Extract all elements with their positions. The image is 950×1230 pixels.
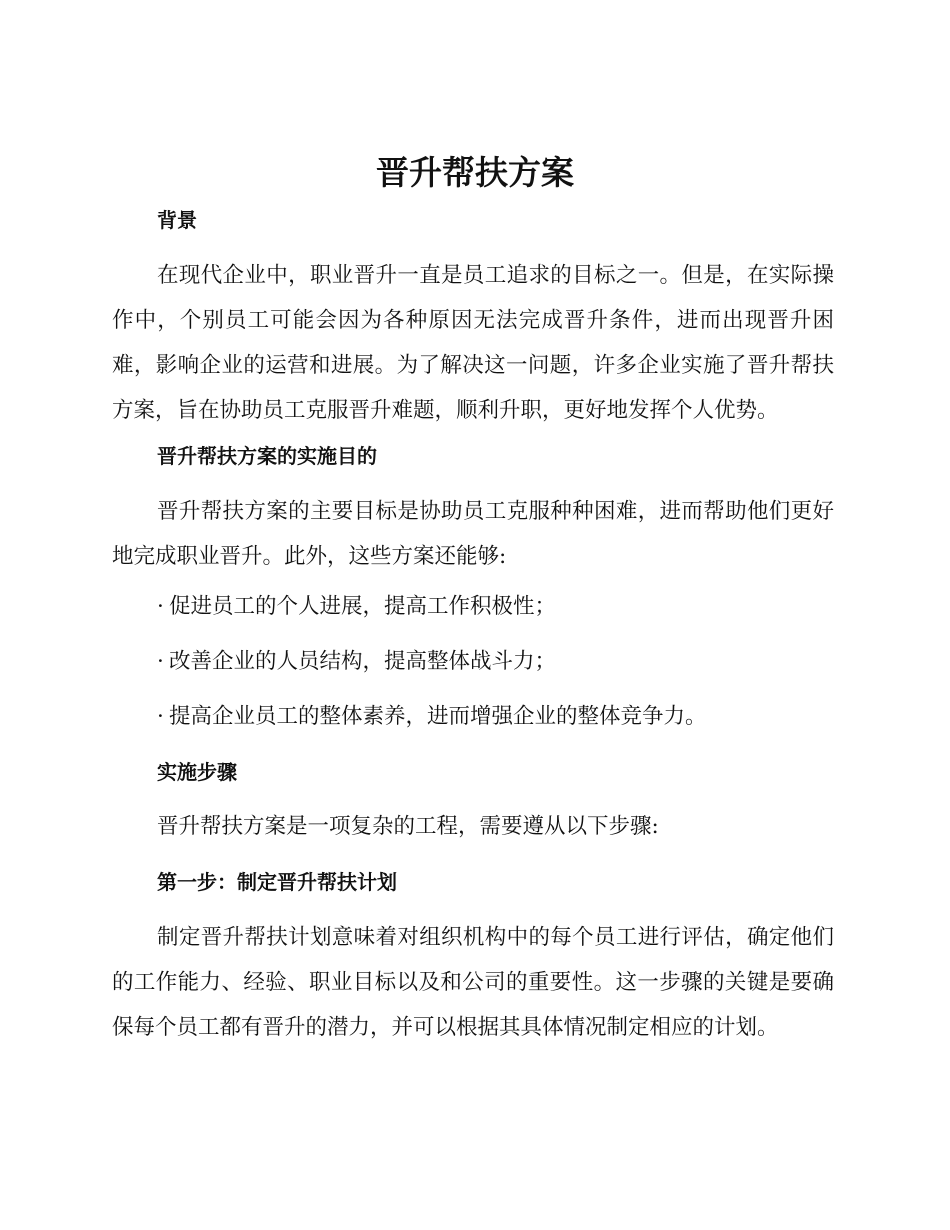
bullet-item [157, 647, 556, 677]
bullet-text: 提高企业员工的整体素养，进而增强企业的整体竞争力。 [169, 704, 707, 729]
paragraph-step-one: 制定晋升帮扶计划意味着对组织机构中的每个员工进行评估，确定他们的工作能力、经验、职业目标以及和公司的重要性。这一步骤的关键是要确保每个员工都有晋升的潜力，并可以根据其具体情况制定相应的计划。 [112, 925, 834, 1040]
bullet-marker: · [157, 704, 164, 729]
section-heading-steps: 实施步骤 [157, 760, 237, 784]
bullet-item [157, 592, 556, 622]
paragraph-steps: 晋升帮扶方案是一项复杂的工程，需要遵从以下步骤: [157, 814, 659, 839]
bullet-text: 改善企业的人员结构，提高整体战斗力； [169, 649, 557, 674]
paragraph-purpose: 晋升帮扶方案的主要目标是协助员工克服种种困难，进而帮助他们更好地完成职业晋升。此外，这些方案还能够: [112, 499, 834, 569]
bullet-item [157, 702, 707, 732]
section-heading-purpose: 晋升帮扶方案的实施目的 [157, 444, 377, 468]
document-title: 晋升帮扶方案 [376, 153, 574, 192]
section-heading-step-one: 第一步：制定晋升帮扶计划 [157, 870, 397, 894]
paragraph-background: 在现代企业中，职业晋升一直是员工追求的目标之一。但是，在实际操作中，个别员工可能会因为各种原因无法完成晋升条件，进而出现晋升困难，影响企业的运营和进展。为了解决这一问题，许多企业实施了晋升帮扶方案，旨在协助员工克服晋升难题，顺利升职，更好地发挥个人优势。 [112, 263, 834, 423]
bullet-text: 促进员工的个人进展，提高工作积极性； [169, 594, 557, 619]
bullet-marker: · [157, 649, 164, 674]
bullet-marker: · [157, 594, 164, 619]
section-heading-background: 背景 [157, 208, 197, 232]
